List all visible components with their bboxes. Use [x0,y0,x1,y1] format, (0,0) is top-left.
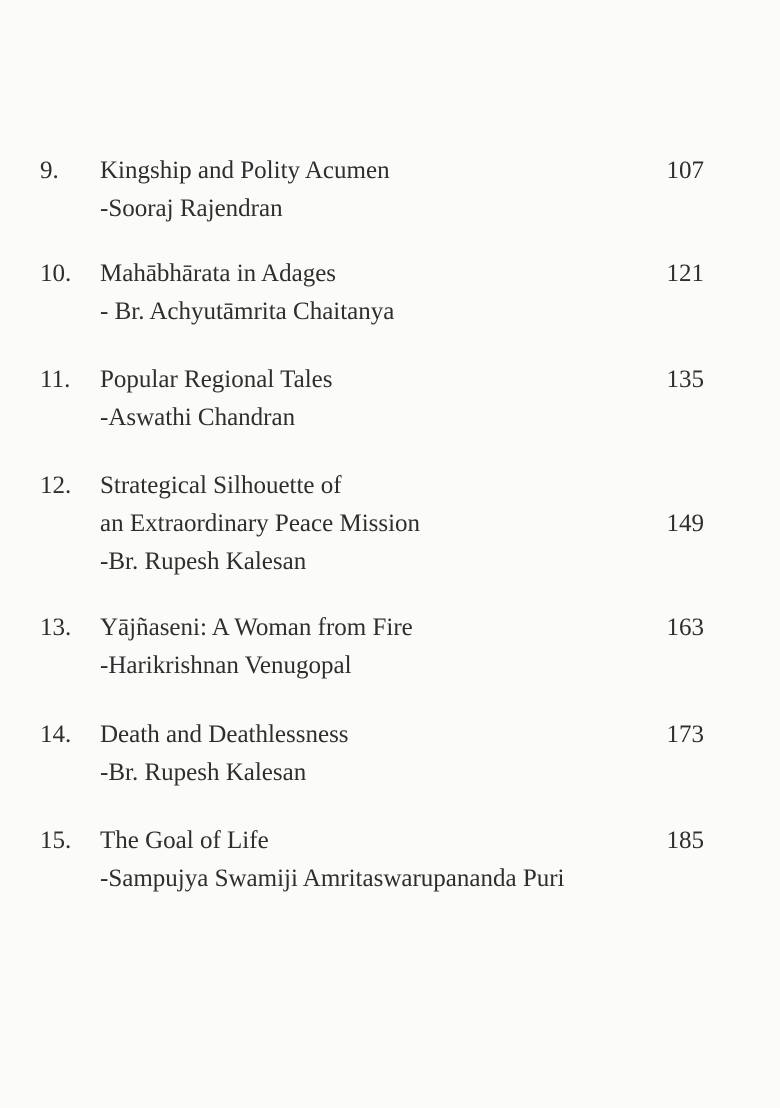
entry-number: 13. [40,614,72,641]
entry-page: 107 [666,157,704,184]
entry-title: Death and Deathlessness [100,721,349,748]
entry-author: -Harikrishnan Venugopal [100,652,352,679]
entry-author: -Sooraj Rajendran [100,195,283,222]
entry-page: 163 [666,614,704,641]
entry-author: -Sampujya Swamiji Amritaswarupananda Puri [100,865,565,892]
entry-page: 149 [666,510,704,537]
entry-number: 12. [40,472,72,499]
entry-page: 185 [666,827,704,854]
entry-author: -Br. Rupesh Kalesan [100,548,307,575]
entry-page: 173 [666,721,704,748]
entry-title: Strategical Silhouette of [100,472,342,499]
entry-title: The Goal of Life [100,827,269,854]
entry-title: Mahābhārata in Adages [100,260,337,287]
entry-number: 14. [40,721,72,748]
entry-number: 15. [40,827,72,854]
entry-title: Popular Regional Tales [100,366,333,393]
entry-number: 10. [40,260,72,287]
entry-page: 121 [666,260,704,287]
entry-number: 9. [40,157,59,184]
entry-author: -Br. Rupesh Kalesan [100,759,307,786]
entry-number: 11. [40,366,71,393]
entry-page: 135 [666,366,704,393]
entry-author: - Br. Achyutāmrita Chaitanya [100,298,395,325]
entry-author: -Aswathi Chandran [100,404,296,431]
entry-title: Kingship and Polity Acumen [100,157,390,184]
entry-title: an Extraordinary Peace Mission [100,510,421,537]
entry-title: Yājñaseni: A Woman from Fire [100,614,413,641]
